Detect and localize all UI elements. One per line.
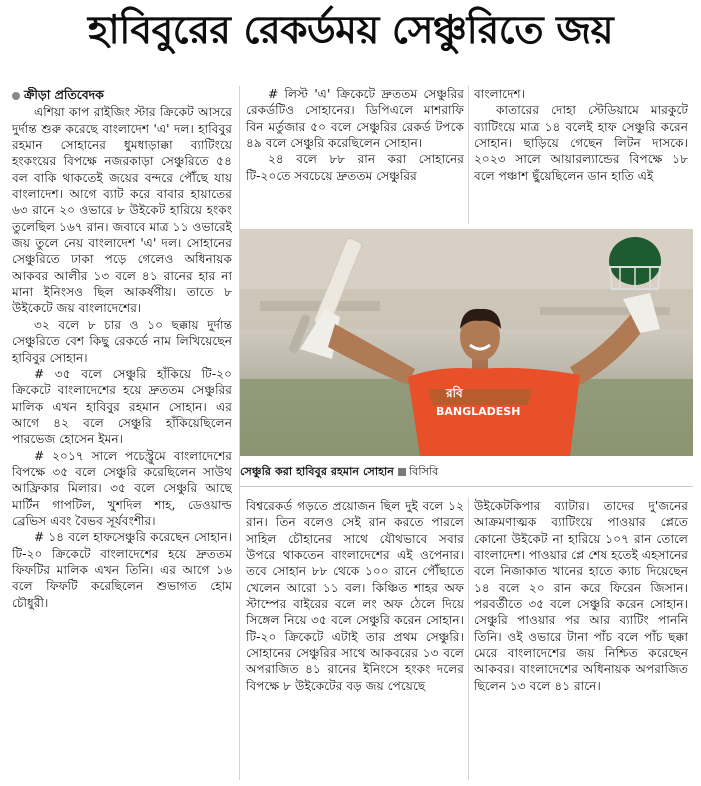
paragraph: ২৪ বলে ৮৮ রান করা সোহানের টি-২০তে সবচেয়ে দ্রুততম সেঞ্চুরির	[246, 152, 464, 183]
paragraph: ৩২ বলে ৮ চার ও ১০ ছক্কায় দুর্দান্ত সেঞ্চুরিতে বেশ কিছু রেকর্ডে নাম লিখিয়েছেন হাবিবুর সোহান।	[12, 317, 232, 365]
paragraph: # ২০১৭ সালে পচেস্ট্রুমে বাংলাদেশের বিপক্ষে ৩৫ বলে সেঞ্চুরি করেছিলেন সাউথ আফ্রিকার মিলার। ৩৫ বলে সেঞ্চুরি আছে মার্টিন গাপটিল, খুশদিল শাহ, ডেওয়াল্ড ব্রেভিস এবং বৈভব সূর্যবংশীর।	[12, 448, 232, 528]
article-column-2	[246, 86, 464, 223]
jersey-logo: রবি	[446, 386, 463, 400]
paragraph: বিশ্বরেকর্ড গড়তে প্রয়োজন ছিল দুই বলে ১২ রান। তিন বলেও সেই রান করতে পারলে সাহিল চৌহানের সাথে যৌথভাবে সবার উপরে থাকতেন বাংলাদেশের এই ওপেনার। তবে সোহান ৮৮ থেকে ১০০ রানে পৌঁছাতে খেলেন আরো ১১ বল। কিঞ্চিত শাহর অফ স্টাম্পের বাইরের বলে লং অফ ঠেলে দিয়ে সিঙ্গেল নিয়ে ৩৫ বলে সেঞ্চুরি করেন সোহান। টি-২০ ক্রিকেটে এটাই তার প্রথম সেঞ্চুরি। সোহানের সেঞ্চুরির সাথে আকবরের ১৩ বলে অপরাজিত ৪১ রানের ইনিংসে হংকং দলের বিপক্ষে ৮ উইকেটের বড় জয় পেয়েছে	[246, 499, 464, 693]
paragraph: কাতারের দোহা স্টেডিয়ামে মারকুটে ব্যাটিংয়ে মাত্র ১৪ বলেই হাফ সেঞ্চুরি করেন সোহান। ছাড়িয়ে গেছেন লিটন দাসকে। ২০২৩ সালে আয়ারল্যান্ডের বিপক্ষে ১৮ বলে পঞ্চাশ ছুঁয়েছিলেন ডান হাতি এই	[474, 103, 688, 183]
paragraph: # ১৪ বলে হাফসেঞ্চুরি করেছেন সোহান। টি-২০ ক্রিকেটে বাংলাদেশের হয়ে দ্রুততম ফিফটির মালিক এখন তিনি। এর আগে ১৬ বলে ফিফটি করেছিলেন শুভাগত হোম চৌধুরী।	[12, 530, 232, 610]
batsman-celebration-illustration	[240, 229, 693, 456]
photo-caption	[240, 461, 693, 483]
column-divider	[468, 498, 469, 780]
article-column-1	[12, 87, 232, 779]
caption-divider	[240, 486, 693, 487]
byline-bullet-icon	[12, 92, 20, 100]
caption-separator-icon	[398, 468, 406, 476]
caption-subject: সেঞ্চুরি করা হাবিবুর রহমান সোহান	[240, 465, 394, 478]
paragraph: উইকেটকিপার ব্যাটার। তাদের দু'জনের আক্রমণাত্মক ব্যাটিংয়ে পাওয়ার প্লেতে কোনো উইকেট না হারিয়ে ১০৭ রান তোলে বাংলাদেশ। পাওয়ার প্লে শেষ হতেই এহসানের বলে নিজাকাত খানের হাতে ক্যাচ দিয়েছেন ১৪ বলে ২০ রান করে ফিরেন জিসান। পরবর্তীতে ৩৫ বলে সেঞ্চুরি করেন সোহান। সেঞ্চুরি পাওয়ার পর আর ব্যাটিং পাননি তিনি। ওই ওভারে টানা পাঁচ বলে পাঁচ ছক্কা মেরে বাংলাদেশের জয় নিশ্চিত করেছেন আকবর। বাংলাদেশের অধিনায়ক অপরাজিত ছিলেন ১৩ বলে ৪১ রানে।	[474, 499, 688, 693]
headline: হাবিবুরের রেকর্ডময় সেঞ্চুরিতে জয়	[87, 8, 614, 53]
article-column-5	[474, 498, 688, 780]
caption-credit: বিসিবি	[408, 465, 439, 478]
paragraph: বাংলাদেশ।	[474, 87, 526, 101]
paragraph: # লিস্ট 'এ' ক্রিকেটে দ্রুততম সেঞ্চুরির রেকর্ডটিও সোহানের। ডিপিএলে মাশরাফি বিন মর্তুজার ৫০ বলে সেঞ্চুরির রেকর্ড টপকে ৪৯ বলে সেঞ্চুরি করেছিলেন সোহান।	[246, 87, 464, 151]
article-column-3	[474, 86, 688, 223]
news-photo	[240, 229, 693, 456]
paragraph: # ৩৫ বলে সেঞ্চুরি হাঁকিয়ে টি-২০ ক্রিকেটে বাংলাদেশের হয়ে দ্রুততম সেঞ্চুরির মালিক এখন হাবিবুর রহমান সোহান। এর আগে ৪২ বলে সেঞ্চুরি হাঁকিয়েছিলেন পারভেজ হোসেন ইমন।	[12, 366, 232, 447]
jersey-text: BANGLADESH	[436, 405, 521, 418]
paragraph: এশিয়া কাপ রাইজিং স্টার ক্রিকেট আসরে দুর্দান্ত শুরু করেছে বাংলাদেশ 'এ' দল। হাবিবুর রহমান সোহানের ধুমধাড়াক্কা ব্যাটিংয়ে হংকংয়ের বিপক্ষে নজরকাড়া সেঞ্চুরিতে ৫৪ বল বাকি থাকতেই জয়ের বন্দরে পৌঁছে যায় বাংলাদেশ। আগে ব্যাট করে বাবার হায়াতের ৬৩ রানে ২০ ওভারে ৮ উইকেট হারিয়ে হংকং তুলেছিল ১৬৭ রান। জবাবে মাত্র ১১ ওভারেই জয় তুলে নেয় বাংলাদেশ 'এ' দল। সোহানের সেঞ্চুরিতে ঢাকা পড়ে গেলেও অধিনায়ক আকবর আলীর ১৩ বলে ৪১ রানের হার না মানা ইনিংসও ছিল আকর্ষণীয়। তাতে ৮ উইকেটে জয় বাংলাদেশের।	[12, 105, 232, 316]
byline-text: ক্রীড়া প্রতিবেদক	[24, 87, 104, 102]
byline	[12, 87, 232, 103]
article-column-4	[246, 498, 464, 780]
column-divider	[468, 86, 469, 224]
